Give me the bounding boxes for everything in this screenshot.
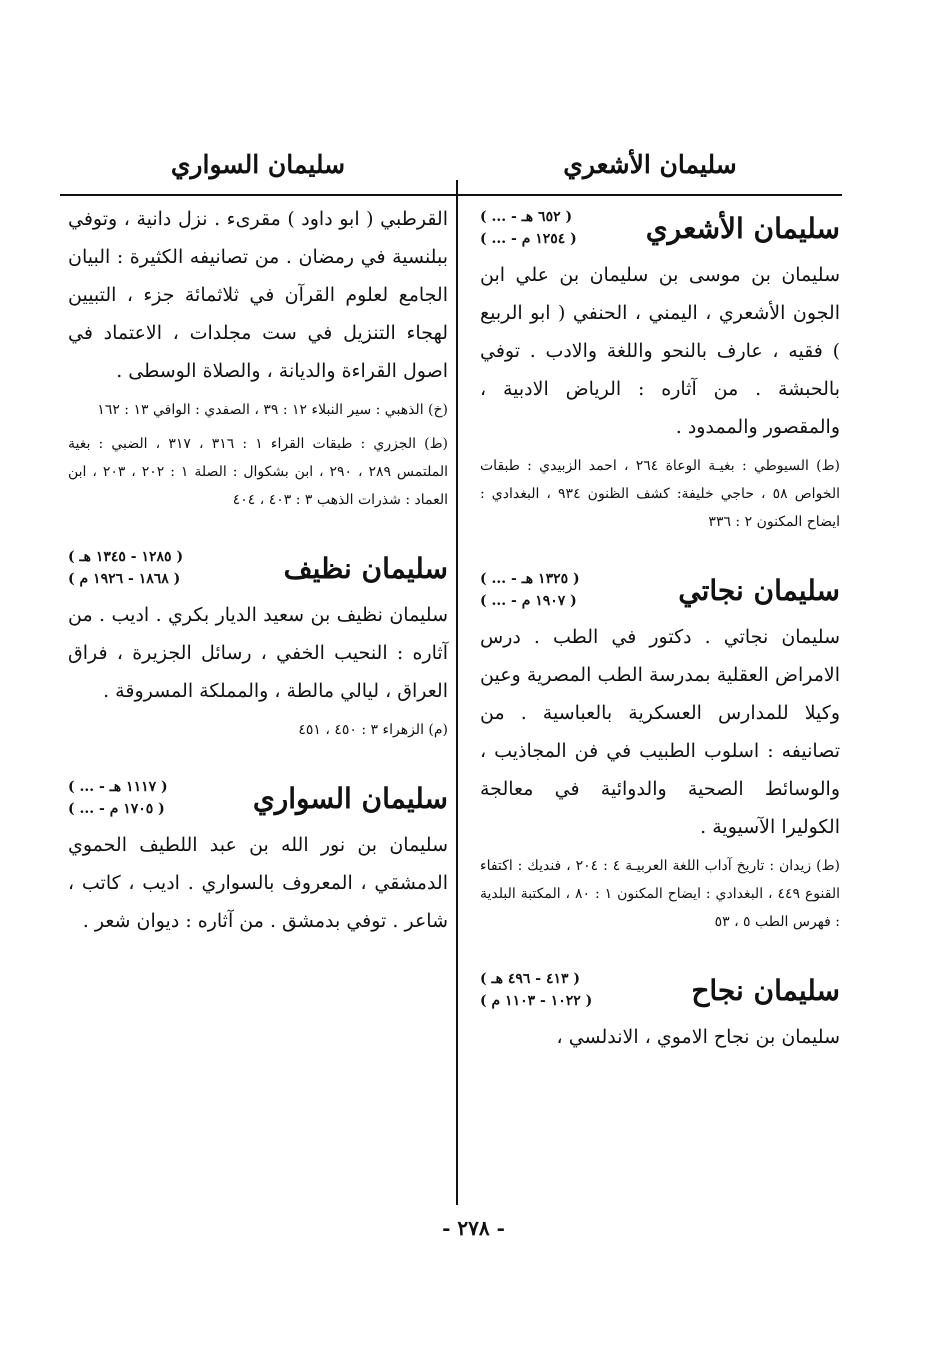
- hijri-date: ( ... - ١١١٧ هـ ): [68, 779, 168, 795]
- entry-heading: [480, 568, 840, 612]
- entry-references: (ط) السيوطي : بغيـة الوعاة ٢٦٤ ، احمد الزبيدي : طبقات الخواص ٥٨ ، حاجي خليفة: كشف الظنون ٩٣٤ ، البغدادي : ايضاح المكنون ٢ : ٣٣٦: [480, 458, 840, 530]
- entry-references: (م) الزهراء ٣ : ٤٥٠ ، ٤٥١: [298, 722, 448, 738]
- continuation-text: القرطبي ( ابو داود ) مقرىء . نزل دانية ، وتوفي ببلنسية في رمضان . من تصانيفه الكثيرة : البيان الجامع لعلوم القرآن في ثلاثمائة جزء ، التبيين لهجاء التنزيل في ست مجلدات ، الاعتماد في اصول القراءة والديانة ، والصلاة الوسطى .: [68, 208, 448, 382]
- entry-name: سليمان الأشعري: [645, 211, 840, 245]
- entry-name: سليمان نجاح: [691, 973, 840, 1007]
- spacer: [480, 536, 840, 562]
- entry-name: سليمان نظيف: [283, 551, 448, 585]
- entry-heading: [480, 968, 840, 1012]
- spacer: [480, 936, 840, 962]
- continuation-references: (خ) الذهبي : سير النبلاء ١٢ : ٣٩ ، الصفدي : الوافي ١٣ : ١٦٢: [97, 402, 448, 418]
- spacer: [68, 744, 448, 770]
- entry-dates: [480, 968, 592, 1012]
- entry-text: سليمان بن نور الله بن عبد اللطيف الحموي الدمشقي ، المعروف بالسواري . اديب ، كاتب ، شاعر . توفي بدمشق . من آثاره : ديوان شعر .: [68, 834, 448, 932]
- entry-dates: [480, 568, 580, 612]
- entry-text: سليمان بن نجاح الاموي ، الاندلسي ،: [556, 1026, 840, 1048]
- hijri-date: ( ... - ٦٥٢ هـ ): [480, 209, 573, 225]
- spacer: [68, 514, 448, 540]
- entry-text: سليمان نجاتي . دكتور في الطب . درس الامراض العقلية بمدرسة الطب المصرية وعين وكيلا للمدارس العسكرية بالعباسية . من تصانيفه : اسلوب الطبيب في فن المجاذيب ، والوسائط الصحية والدوائية في معالجة الكوليرا الآسيوية .: [480, 626, 840, 838]
- entry-references: (ط) زيدان : تاريخ آداب اللغة العربيـة ٤ : ٢٠٤ ، فنديك : اكتفاء القنوع ٤٤٩ ، البغدادي : ايضاح المكنون ١ : ٨٠ ، المكتبة البلدية : فهرس الطب ٥ ، ٥٣: [480, 858, 841, 930]
- entry-dates: [68, 776, 168, 820]
- entry-name: سليمان السواري: [252, 781, 448, 815]
- entry: [480, 968, 840, 1056]
- gregorian-date: ( ... - ١٩٠٧ م ): [480, 593, 577, 609]
- entry-name: سليمان نجاتي: [678, 573, 840, 607]
- entry-heading: [68, 776, 448, 820]
- gregorian-date: ( ... - ١٧٠٥ م ): [68, 801, 165, 817]
- entry: [480, 568, 840, 936]
- hijri-date: ( ١٢٨٥ - ١٣٤٥ هـ ): [68, 549, 184, 565]
- entry-dates: [480, 206, 577, 250]
- continuation-references: (ط) الجزري : طبقات القراء ١ : ٣١٦ ، ٣١٧ ، الضبي : بغية الملتمس ٢٨٩ ، ٢٩٠ ، ابن بشكوال : الصلة ١ : ٢٠٢ ، ٢٠٣ ، ابن العماد : شذرات الذهب ٣ : ٤٠٣ ، ٤٠٤: [68, 436, 448, 508]
- entry-text: سليمان بن موسى بن سليمان بن علي ابن الجون الأشعري ، اليمني ، الحنفي ( ابو الربيع ) فقيه ، عارف بالنحو واللغة والادب . توفي بالحبشة . من آثاره : الرياض الادبية ، والمقصور والممدود .: [480, 264, 840, 438]
- page-number: - ٢٧٨ -: [442, 1216, 505, 1240]
- right-column: [480, 200, 840, 1056]
- entry: [68, 546, 448, 744]
- entry-heading: [68, 546, 448, 590]
- running-header-right: سليمان الأشعري: [563, 150, 737, 179]
- gregorian-date: ( ... - ١٢٥٤ م ): [480, 231, 577, 247]
- gregorian-date: ( ١٨٦٨ - ١٩٢٦ م ): [68, 571, 181, 587]
- column-divider: [456, 180, 458, 1205]
- running-header-left: سليمان السواري: [170, 150, 346, 179]
- entry: [480, 206, 840, 536]
- entry-text: سليمان نظيف بن سعيد الديار بكري . اديب . من آثاره : النحيب الخفي ، رسائل الجزيرة ، فراق العراق ، ليالي مالطة ، والمملكة المسروقة .: [68, 604, 448, 702]
- entry: [68, 776, 448, 940]
- hijri-date: ( ٤١٣ - ٤٩٦ هـ ): [480, 971, 581, 987]
- entry-dates: [68, 546, 183, 590]
- header-rule: [60, 194, 842, 196]
- gregorian-date: ( ١٠٢٢ - ١١٠٣ م ): [480, 993, 593, 1009]
- entry-heading: [480, 206, 840, 250]
- hijri-date: ( ... - ١٣٢٥ هـ ): [480, 571, 580, 587]
- left-column: [68, 200, 448, 940]
